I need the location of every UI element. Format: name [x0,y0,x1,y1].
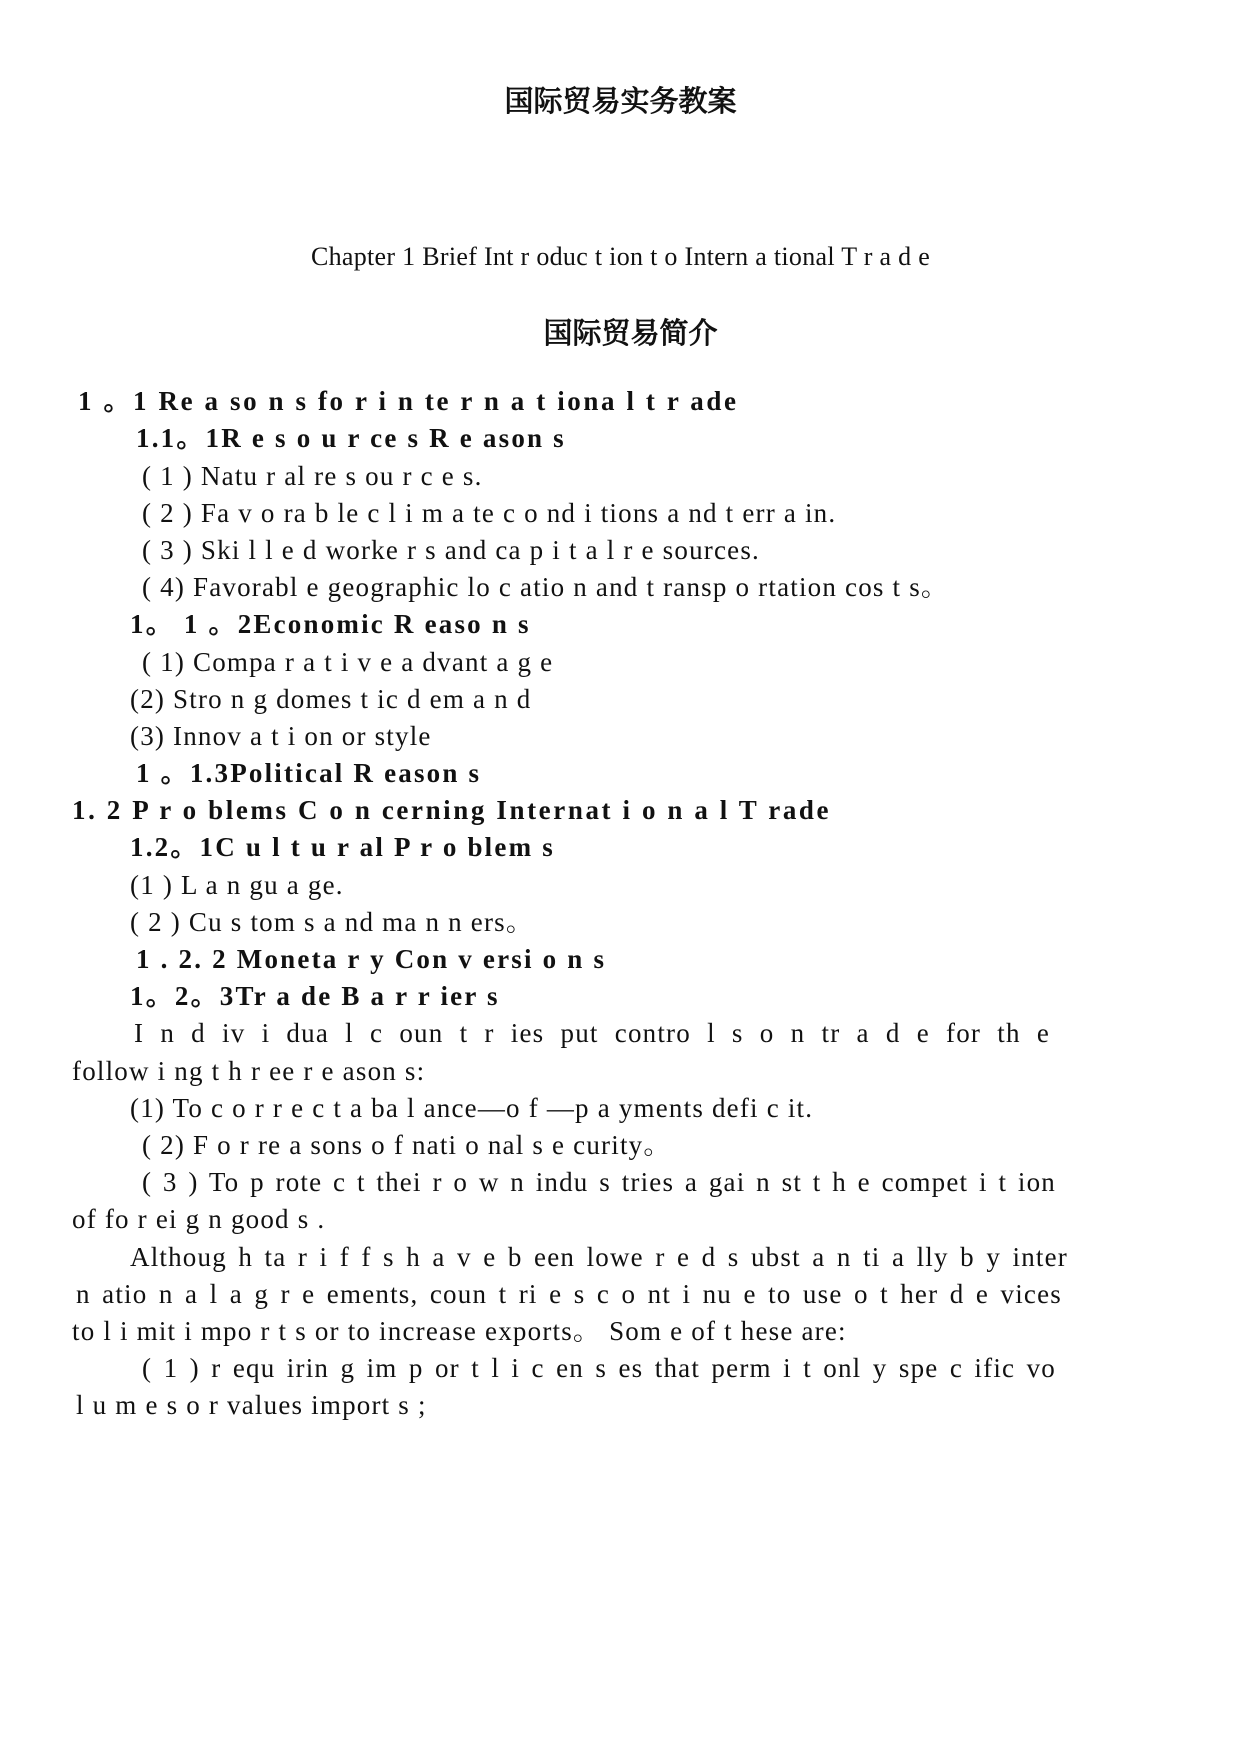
paragraph-line: follow i ng t h r ee r e ason s: [72,1056,426,1086]
list-item: ( 1) Compa r a t i v e a dvant a g e [142,647,554,677]
section-title-cn: 国际贸易简介 [543,316,718,350]
chapter-title: Chapter 1 Brief Int r oduc t ion t o Intern a tional T r a d e [310,242,931,271]
list-item: of fo r ei g n good s . [72,1204,326,1234]
list-item: (1) To c o r r e c t a ba l ance—o f —p a yments defi c it. [130,1093,814,1123]
list-item: ( 3 ) Ski l l e d worke r s and ca p i t a l r e sources. [142,535,760,565]
list-item: ( 4) Favorabl e geographic lo c atio n and t ransp o rtation cos t s。 [142,572,950,602]
heading-1-2-1: 1.2。1C u l t u r al P r o blem s [130,832,555,862]
paragraph-line: n atio n a l a g r e ements, coun t ri e s c o nt i nu e to use o t her d e vices [76,1279,1062,1309]
list-item: (1 ) L a n gu a ge. [130,870,344,900]
paragraph-line: Althoug h ta r i f f s h a v e b een lowe r e d s ubst a n ti a lly b y inter [130,1242,1068,1272]
list-item: ( 2 ) Fa v o ra b le c l i m a te c o nd i tions a nd t err a in. [142,498,837,528]
paragraph-line: I n d iv i dua l c oun t r ies put contro l s o n tr a d e for th e [134,1018,1050,1048]
list-item: ( 1 ) Natu r al re s ou r c e s. [142,461,483,491]
list-item: ( 2) F o r re a sons o f nati o nal s e curity。 [142,1130,672,1160]
list-item: ( 3 ) To p rote c t thei r o w n indu s tries a gai n st t h e compet i t ion [142,1167,1056,1197]
list-item: (3) Innov a t i on or style [130,721,432,751]
document-title: 国际贸易实务教案 [504,84,737,118]
heading-1-1-2: 1。 1 。2Economic R easo n s [130,609,531,639]
heading-1-2-2: 1 . 2. 2 Moneta r y Con v ersi o n s [136,944,607,974]
heading-1-2: 1. 2 P r o blems C o n cerning Internat i o n a l T rade [72,795,832,825]
list-item: ( 2 ) Cu s tom s a nd ma n n ers。 [130,907,535,937]
heading-1-1-3: 1 。1.3Political R eason s [136,758,482,788]
heading-1-2-3: 1。2。3Tr a de B a r r ier s [130,981,500,1011]
list-item: l u m e s o r values import s ; [76,1390,427,1420]
heading-1-1: 1 。1 Re a so n s fo r i n te r n a t iona l t r ade [78,386,739,416]
heading-1-1-1: 1.1。1R e s o u r ce s R e ason s [136,423,566,453]
paragraph-line: to l i mit i mpo r t s or to increase exports。 Som e of t hese are: [72,1316,847,1346]
list-item: (2) Stro n g domes t ic d em a n d [130,684,532,714]
list-item: ( 1 ) r equ irin g im p or t l i c en s es that perm i t onl y spe c ific vo [142,1353,1056,1383]
